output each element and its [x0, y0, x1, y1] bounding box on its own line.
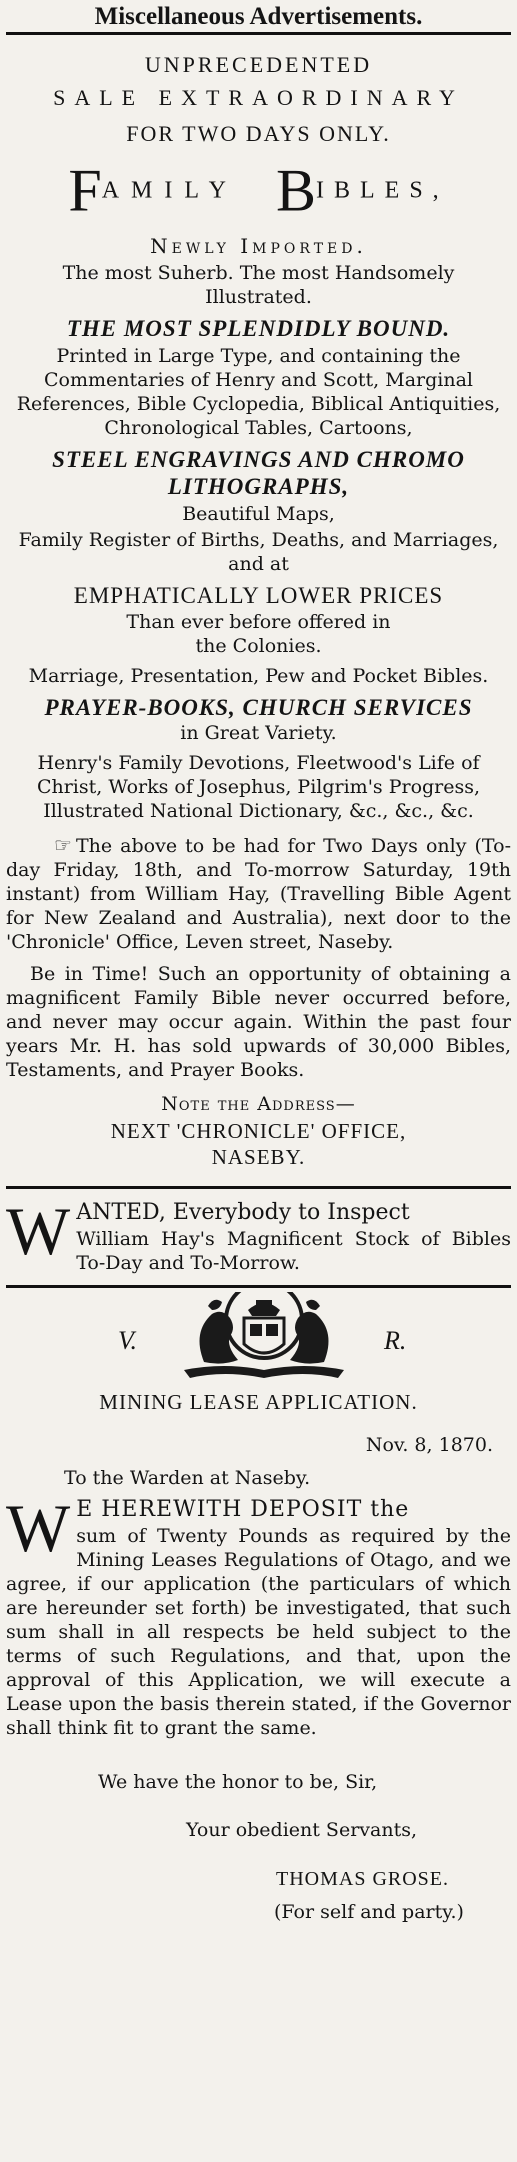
- newly-imported: Newly Imported.: [150, 234, 367, 258]
- divider-rule-1: [6, 1186, 511, 1189]
- mining-lease-title: MINING LEASE APPLICATION.: [99, 1390, 418, 1414]
- lower-prices: EMPHATICALLY LOWER PRICES: [73, 583, 444, 608]
- wanted-body: William Hay's Magnificent Stock of Bibles To-Day and To-Morrow.: [76, 1228, 511, 1274]
- divider-rule-2: [6, 1285, 511, 1288]
- bibles-word: IBLES,: [316, 177, 449, 204]
- two-days-line: FOR TWO DAYS ONLY.: [126, 121, 391, 146]
- deposit-headline: E HEREWITH DEPOSIT the: [76, 1497, 410, 1522]
- signature: THOMAS GROSE.: [276, 1868, 450, 1890]
- deposit-initial: W: [6, 1496, 71, 1566]
- wanted-initial: W: [6, 1199, 71, 1269]
- beautiful-maps: Beautiful Maps,: [182, 503, 335, 525]
- sale-extraordinary-line: SALE EXTRAORDINARY: [53, 85, 464, 110]
- unprecedented-line: UNPRECEDENTED: [144, 52, 373, 77]
- family-register: Family Register of Births, Deaths, and Marriages, and at: [18, 529, 499, 575]
- to-warden: To the Warden at Naseby.: [64, 1467, 311, 1489]
- deposit-paragraph: [6, 1496, 511, 1740]
- superb-line: The most Suherb. The most Handsomely Illustrated.: [62, 262, 455, 308]
- family-bibles-headline: [6, 157, 511, 224]
- honor-line: We have the honor to be, Sir,: [98, 1771, 378, 1793]
- wanted-headline: ANTED, Everybody to Inspect: [76, 1200, 410, 1225]
- than-ever: Than ever before offered in the Colonies.: [126, 611, 391, 657]
- great-variety: in Great Variety.: [180, 722, 337, 744]
- header-rule: [6, 32, 511, 35]
- section-header: Miscellaneous Advertisements.: [94, 3, 423, 30]
- splendidly-bound: THE MOST SPLENDIDLY BOUND.: [66, 316, 451, 341]
- deposit-body: sum of Twenty Pounds as required by the Mining Leases Regulations of Otago, and we agree, if our application (the particulars of which are hereunder set forth) be investigated, that such sum shall in all respects be held subject to the terms of such Regulations, and that, upon the approval of this Application, we will execute a Lease upon the basis therein stated, if the Governor shall think fit to grant the same.: [6, 1525, 511, 1739]
- servants-line: Your obedient Servants,: [186, 1819, 417, 1841]
- steel-engravings: STEEL ENGRAVINGS AND CHROMO LITHOGRAPHS,: [52, 447, 465, 499]
- above-text: The above to be had for Two Days only (To-day Friday, 18th, and To-morrow Saturday, 19th instant) from William Hay, (Travelling Bible Agent for New Zealand and Australia), next door to the 'Chronicle' Office, Leven street, Naseby.: [6, 835, 511, 953]
- application-date: Nov. 8, 1870.: [365, 1434, 493, 1456]
- above-paragraph: [6, 833, 511, 954]
- royal-coat-of-arms-icon: [164, 1292, 364, 1382]
- mining-lease-advertisement: [6, 1292, 511, 1924]
- naseby-line: NASEBY.: [211, 1145, 306, 1169]
- bibles-initial: B: [275, 157, 316, 224]
- marriage-bibles: Marriage, Presentation, Pew and Pocket Bibles.: [28, 665, 489, 687]
- pointing-hand-icon: ☞: [54, 833, 72, 857]
- note-address: Note the Address—: [161, 1093, 356, 1115]
- for-self-line: (For self and party.): [274, 1901, 464, 1923]
- v-letter: V.: [118, 1326, 138, 1355]
- be-in-time-paragraph: Be in Time! Such an opportunity of obtaining a magnificent Family Bible never occurred before, and never may occur again. Within the past four years Mr. H. has sold upwards of 30,000 Bibles, Testaments, and Prayer Books.: [6, 963, 511, 1081]
- wanted-advertisement: [6, 1199, 511, 1275]
- prayer-books: PRAYER-BOOKS, CHURCH SERVICES: [44, 695, 473, 720]
- royal-crest-row: [6, 1292, 511, 1384]
- family-initial: F: [68, 157, 102, 224]
- printed-paragraph: Printed in Large Type, and containing the Commentaries of Henry and Scott, Marginal References, Bible Cyclopedia, Biblical Antiquities, Chronological Tables, Cartoons,: [16, 345, 501, 439]
- r-letter: R.: [384, 1326, 407, 1355]
- henry-devotions: Henry's Family Devotions, Fleetwood's Life of Christ, Works of Josephus, Pilgrim's Progress, Illustrated National Dictionary, &c., &c., &c.: [36, 752, 481, 822]
- next-office: NEXT 'CHRONICLE' OFFICE,: [110, 1119, 407, 1143]
- bible-sale-advertisement: [6, 51, 511, 1170]
- family-word: AMILY: [101, 177, 238, 204]
